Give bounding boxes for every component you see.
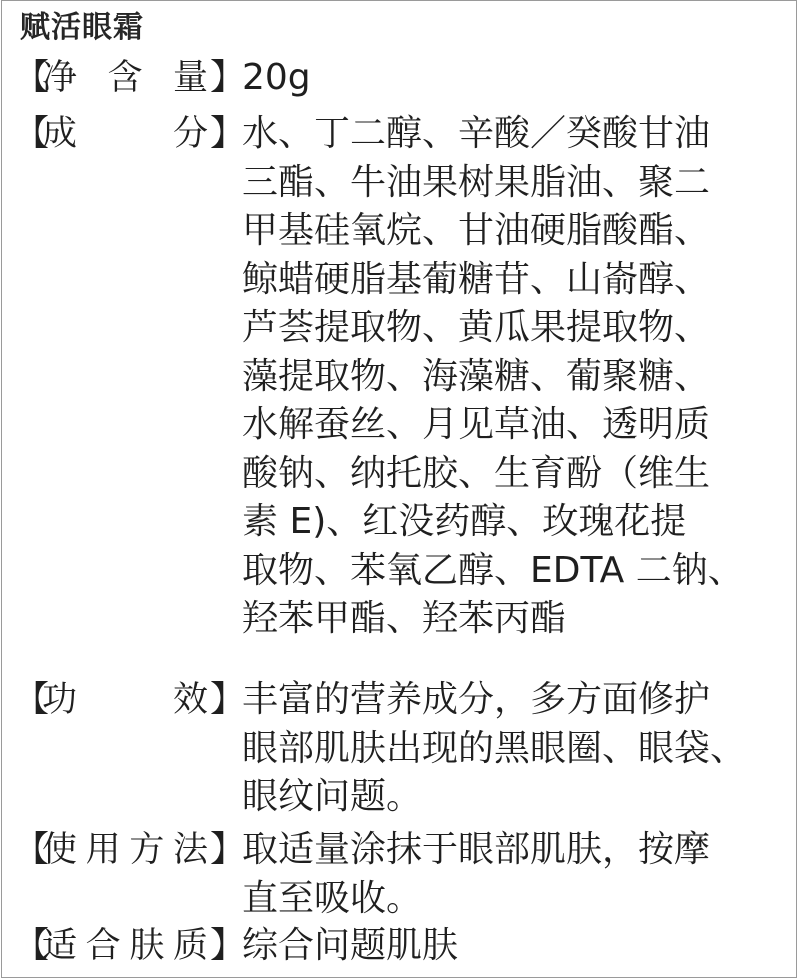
field-value bbox=[242, 110, 790, 644]
text-line: 素 E)、红没药醇、玫瑰花提 bbox=[242, 501, 687, 542]
field-value bbox=[242, 676, 790, 822]
text-line: 眼纹问题。 bbox=[242, 776, 423, 817]
label-char: 功 bbox=[42, 680, 78, 720]
text-line: 鲸蜡硬脂基葡糖苷、山嵛醇、 bbox=[242, 258, 711, 300]
text-line: 眼部肌肤出现的黑眼圈、眼袋、 bbox=[242, 727, 747, 769]
label-char: 效 bbox=[172, 680, 208, 720]
field-label bbox=[14, 110, 246, 158]
field-label bbox=[14, 922, 246, 970]
open-bracket: 【 bbox=[14, 114, 50, 154]
text-line: 藻提取物、海藻糖、葡聚糖、 bbox=[242, 355, 711, 397]
label-char: 用 bbox=[85, 830, 121, 870]
field-value bbox=[242, 922, 790, 971]
open-bracket: 【 bbox=[14, 680, 50, 720]
label-char: 合 bbox=[85, 926, 121, 966]
text-line: 水、丁二醇、辛酸／癸酸甘油 bbox=[242, 113, 711, 154]
text-line: 三酯、牛油果树果脂油、聚二 bbox=[242, 161, 711, 203]
field-value bbox=[242, 54, 790, 103]
text-line: 甲基硅氧烷、甘油硬脂酸酯、 bbox=[242, 210, 711, 251]
label-char: 使 bbox=[42, 830, 78, 870]
close-bracket: 】 bbox=[210, 114, 246, 154]
close-bracket: 】 bbox=[210, 830, 246, 870]
label-char: 含 bbox=[107, 58, 143, 98]
label-char: 量 bbox=[172, 58, 208, 98]
open-bracket: 【 bbox=[14, 58, 50, 98]
open-bracket: 【 bbox=[14, 926, 50, 966]
field-label bbox=[14, 54, 246, 102]
label-char: 法 bbox=[172, 830, 208, 870]
field-label bbox=[14, 676, 246, 724]
label-char: 方 bbox=[129, 830, 165, 870]
open-bracket: 【 bbox=[14, 830, 50, 870]
text-line: 取适量涂抹于眼部肌肤，按摩 bbox=[242, 829, 711, 870]
close-bracket: 】 bbox=[210, 926, 246, 966]
text-line: 综合问题肌肤 bbox=[242, 925, 459, 966]
label-char: 净 bbox=[42, 58, 78, 98]
product-title: 赋活眼霜 bbox=[20, 10, 144, 45]
text-line: 酸钠、纳托胶、生育酚（维生 bbox=[242, 452, 711, 494]
label-char: 分 bbox=[172, 114, 208, 154]
text-line: 水解蚕丝、月见草油、透明质 bbox=[242, 404, 711, 445]
text-line: 取物、苯氧乙醇、EDTA 二钠、 bbox=[242, 549, 744, 591]
text-line: 羟苯甲酯、羟苯丙酯 bbox=[242, 598, 567, 639]
label-char: 肤 bbox=[129, 926, 165, 966]
label-char: 适 bbox=[42, 926, 78, 966]
label-char: 成 bbox=[42, 114, 78, 154]
close-bracket: 】 bbox=[210, 680, 246, 720]
label-char: 质 bbox=[172, 926, 208, 966]
field-value bbox=[242, 826, 790, 923]
field-label bbox=[14, 826, 246, 874]
text-line: 直至吸收。 bbox=[242, 877, 423, 919]
text-line: 20g bbox=[242, 57, 311, 98]
text-line: 丰富的营养成分，多方面修护 bbox=[242, 679, 711, 720]
text-line: 芦荟提取物、黄瓜果提取物、 bbox=[242, 307, 711, 348]
close-bracket: 】 bbox=[210, 58, 246, 98]
